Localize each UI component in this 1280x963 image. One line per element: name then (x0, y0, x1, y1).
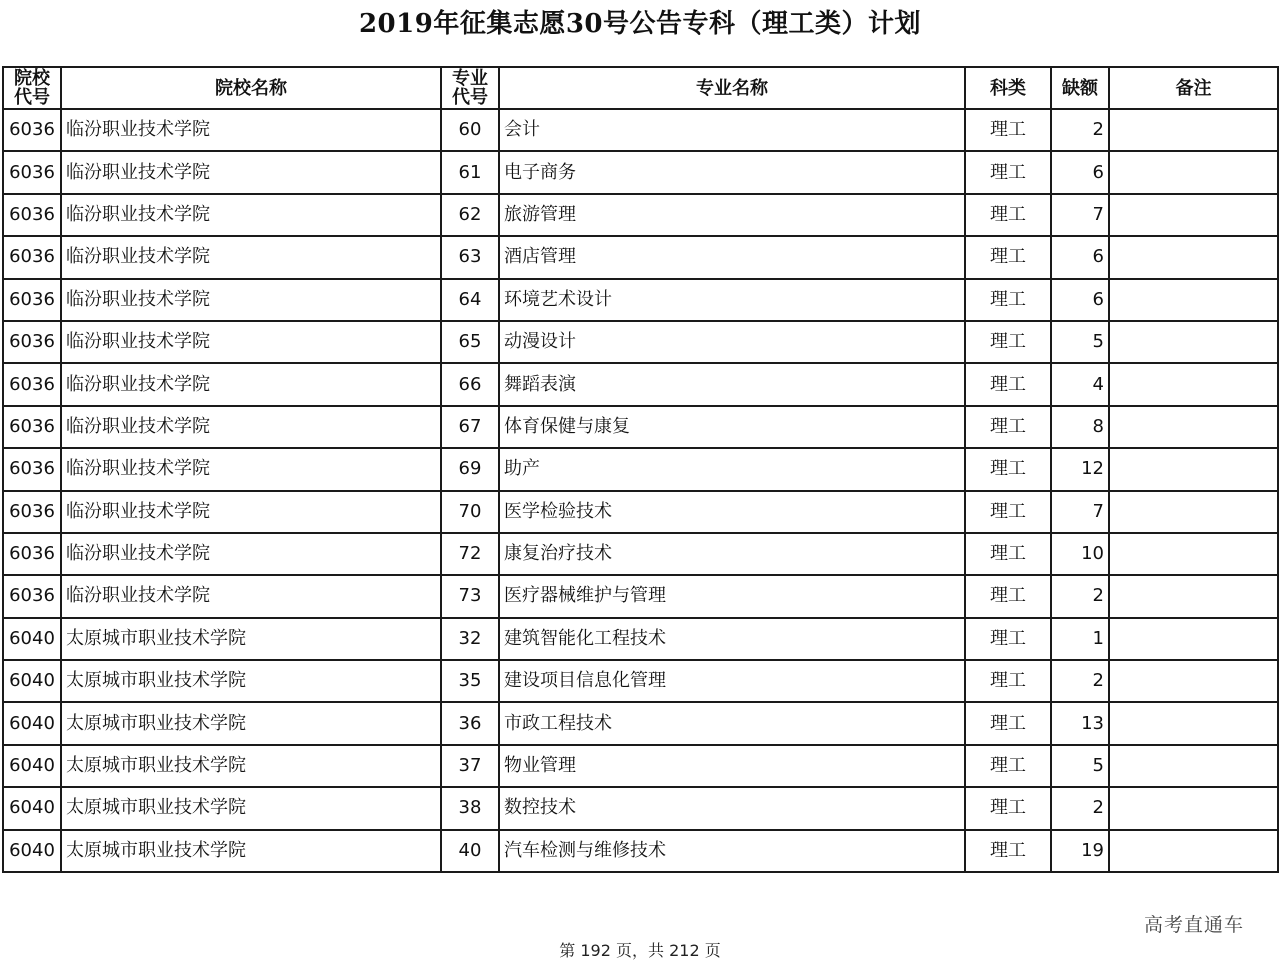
cell-vacancy: 2 (1051, 575, 1109, 617)
header-major-name: 专业名称 (499, 67, 965, 109)
cell-vacancy: 2 (1051, 787, 1109, 829)
cell-remark (1109, 151, 1278, 193)
cell-major-code: 64 (441, 279, 499, 321)
table-row (3, 321, 1278, 363)
cell-school-code: 6036 (3, 406, 61, 448)
cell-category: 理工 (965, 575, 1051, 617)
cell-major-name: 酒店管理 (499, 236, 965, 278)
cell-vacancy: 1 (1051, 618, 1109, 660)
cell-major-name: 医疗器械维护与管理 (499, 575, 965, 617)
cell-vacancy: 8 (1051, 406, 1109, 448)
cell-vacancy: 6 (1051, 151, 1109, 193)
table-row (3, 236, 1278, 278)
cell-remark (1109, 745, 1278, 787)
cell-school-code: 6036 (3, 575, 61, 617)
table-row (3, 194, 1278, 236)
cell-school-code: 6040 (3, 830, 61, 872)
header-school-name: 院校名称 (61, 67, 441, 109)
watermark-brand: 高考直通车 (1144, 914, 1245, 936)
cell-vacancy: 7 (1051, 491, 1109, 533)
cell-major-code: 67 (441, 406, 499, 448)
cell-school-name: 太原城市职业技术学院 (61, 830, 441, 872)
cell-major-code: 69 (441, 448, 499, 490)
cell-category: 理工 (965, 321, 1051, 363)
cell-major-name: 康复治疗技术 (499, 533, 965, 575)
cell-remark (1109, 321, 1278, 363)
cell-school-name: 临汾职业技术学院 (61, 151, 441, 193)
cell-major-name: 环境艺术设计 (499, 279, 965, 321)
cell-school-name: 太原城市职业技术学院 (61, 702, 441, 744)
table-row (3, 575, 1278, 617)
cell-school-name: 太原城市职业技术学院 (61, 745, 441, 787)
cell-vacancy: 19 (1051, 830, 1109, 872)
cell-major-code: 62 (441, 194, 499, 236)
cell-school-code: 6036 (3, 533, 61, 575)
cell-remark (1109, 279, 1278, 321)
cell-category: 理工 (965, 406, 1051, 448)
cell-major-code: 40 (441, 830, 499, 872)
cell-major-name: 会计 (499, 109, 965, 151)
cell-major-code: 35 (441, 660, 499, 702)
cell-school-code: 6040 (3, 787, 61, 829)
table-row (3, 618, 1278, 660)
cell-category: 理工 (965, 194, 1051, 236)
cell-school-name: 临汾职业技术学院 (61, 491, 441, 533)
cell-school-code: 6036 (3, 448, 61, 490)
cell-school-name: 临汾职业技术学院 (61, 533, 441, 575)
cell-school-code: 6036 (3, 321, 61, 363)
cell-category: 理工 (965, 236, 1051, 278)
table-header-row (3, 67, 1278, 109)
cell-school-code: 6036 (3, 279, 61, 321)
cell-category: 理工 (965, 787, 1051, 829)
cell-school-name: 临汾职业技术学院 (61, 406, 441, 448)
table-row (3, 533, 1278, 575)
table-row (3, 406, 1278, 448)
table-row (3, 702, 1278, 744)
table-row (3, 448, 1278, 490)
table-row (3, 151, 1278, 193)
cell-category: 理工 (965, 448, 1051, 490)
cell-major-name: 舞蹈表演 (499, 363, 965, 405)
cell-major-code: 36 (441, 702, 499, 744)
table-row (3, 830, 1278, 872)
cell-category: 理工 (965, 109, 1051, 151)
cell-vacancy: 12 (1051, 448, 1109, 490)
cell-remark (1109, 533, 1278, 575)
table-row (3, 745, 1278, 787)
cell-school-name: 临汾职业技术学院 (61, 236, 441, 278)
cell-major-name: 助产 (499, 448, 965, 490)
cell-school-code: 6036 (3, 194, 61, 236)
cell-remark (1109, 448, 1278, 490)
plan-table (2, 66, 1279, 873)
cell-school-name: 临汾职业技术学院 (61, 448, 441, 490)
cell-major-name: 旅游管理 (499, 194, 965, 236)
cell-remark (1109, 787, 1278, 829)
cell-major-code: 63 (441, 236, 499, 278)
header-vacancy: 缺额 (1051, 67, 1109, 109)
cell-major-name: 数控技术 (499, 787, 965, 829)
cell-major-code: 65 (441, 321, 499, 363)
cell-major-code: 72 (441, 533, 499, 575)
cell-remark (1109, 109, 1278, 151)
cell-category: 理工 (965, 745, 1051, 787)
cell-major-code: 61 (441, 151, 499, 193)
cell-category: 理工 (965, 618, 1051, 660)
cell-remark (1109, 575, 1278, 617)
cell-school-code: 6040 (3, 702, 61, 744)
cell-vacancy: 5 (1051, 745, 1109, 787)
cell-category: 理工 (965, 830, 1051, 872)
cell-category: 理工 (965, 533, 1051, 575)
cell-school-code: 6036 (3, 363, 61, 405)
table-row (3, 279, 1278, 321)
cell-remark (1109, 702, 1278, 744)
cell-school-code: 6040 (3, 618, 61, 660)
header-school-code: 院校代号 (3, 67, 61, 109)
cell-school-code: 6036 (3, 236, 61, 278)
cell-remark (1109, 660, 1278, 702)
cell-school-code: 6036 (3, 491, 61, 533)
cell-school-code: 6036 (3, 109, 61, 151)
header-category: 科类 (965, 67, 1051, 109)
cell-vacancy: 6 (1051, 279, 1109, 321)
cell-major-name: 汽车检测与维修技术 (499, 830, 965, 872)
cell-school-name: 临汾职业技术学院 (61, 194, 441, 236)
header-remark: 备注 (1109, 67, 1278, 109)
cell-school-name: 临汾职业技术学院 (61, 279, 441, 321)
cell-vacancy: 2 (1051, 109, 1109, 151)
page-title: 2019年征集志愿30号公告专科（理工类）计划 (358, 9, 922, 39)
cell-major-code: 60 (441, 109, 499, 151)
cell-vacancy: 5 (1051, 321, 1109, 363)
cell-school-name: 太原城市职业技术学院 (61, 787, 441, 829)
cell-school-name: 临汾职业技术学院 (61, 321, 441, 363)
cell-major-name: 动漫设计 (499, 321, 965, 363)
cell-vacancy: 13 (1051, 702, 1109, 744)
table-row (3, 787, 1278, 829)
cell-major-name: 电子商务 (499, 151, 965, 193)
cell-vacancy: 10 (1051, 533, 1109, 575)
cell-vacancy: 6 (1051, 236, 1109, 278)
cell-remark (1109, 830, 1278, 872)
cell-major-name: 市政工程技术 (499, 702, 965, 744)
cell-vacancy: 7 (1051, 194, 1109, 236)
table-row (3, 660, 1278, 702)
cell-major-code: 32 (441, 618, 499, 660)
cell-category: 理工 (965, 279, 1051, 321)
cell-major-code: 37 (441, 745, 499, 787)
cell-vacancy: 2 (1051, 660, 1109, 702)
cell-remark (1109, 194, 1278, 236)
cell-major-code: 38 (441, 787, 499, 829)
table-row (3, 491, 1278, 533)
cell-school-name: 临汾职业技术学院 (61, 109, 441, 151)
cell-major-name: 体育保健与康复 (499, 406, 965, 448)
table-row (3, 363, 1278, 405)
cell-category: 理工 (965, 491, 1051, 533)
cell-school-name: 临汾职业技术学院 (61, 363, 441, 405)
cell-major-code: 70 (441, 491, 499, 533)
cell-category: 理工 (965, 702, 1051, 744)
cell-remark (1109, 406, 1278, 448)
cell-remark (1109, 363, 1278, 405)
cell-category: 理工 (965, 660, 1051, 702)
cell-category: 理工 (965, 151, 1051, 193)
cell-major-name: 物业管理 (499, 745, 965, 787)
table-row (3, 109, 1278, 151)
cell-vacancy: 4 (1051, 363, 1109, 405)
cell-remark (1109, 236, 1278, 278)
cell-school-name: 太原城市职业技术学院 (61, 618, 441, 660)
cell-school-code: 6040 (3, 660, 61, 702)
table-body (3, 109, 1278, 872)
cell-major-name: 医学检验技术 (499, 491, 965, 533)
header-major-code: 专业代号 (441, 67, 499, 109)
cell-major-code: 73 (441, 575, 499, 617)
cell-major-code: 66 (441, 363, 499, 405)
cell-school-name: 太原城市职业技术学院 (61, 660, 441, 702)
cell-remark (1109, 491, 1278, 533)
page-number: 第 192 页，共 212 页 (559, 941, 721, 960)
cell-major-name: 建设项目信息化管理 (499, 660, 965, 702)
cell-school-name: 临汾职业技术学院 (61, 575, 441, 617)
cell-major-name: 建筑智能化工程技术 (499, 618, 965, 660)
cell-school-code: 6040 (3, 745, 61, 787)
cell-category: 理工 (965, 363, 1051, 405)
cell-school-code: 6036 (3, 151, 61, 193)
cell-remark (1109, 618, 1278, 660)
